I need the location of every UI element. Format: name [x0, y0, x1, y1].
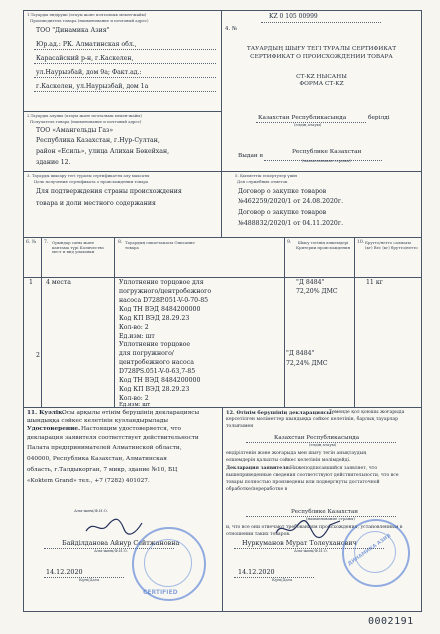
col-header-7-no: 7.	[44, 240, 49, 245]
box5-line: №488832/2020/1 от 04.11.2020г.	[238, 220, 344, 227]
table-col-1	[41, 237, 42, 407]
cert-number: KZ 0 105 00999	[269, 13, 318, 20]
box12-line-c: обработке/переработке в	[226, 487, 288, 492]
divider-box1-box2	[24, 111, 221, 112]
box11-sign-caption: Аты-жөні/Ф.И.О.	[94, 548, 129, 553]
box11-line-kz: Осы арқылы өтінім берушінің декларациясы	[62, 410, 200, 416]
box11-line-ru: 040000, Республика Казахстан, Алматинская	[27, 456, 167, 462]
box4-country-suffix: берілді	[368, 115, 390, 121]
row2-desc: Кол-во: 2	[119, 395, 149, 402]
row1-desc: Уплотнение торцовое для	[119, 279, 204, 286]
box3-line: Для подтверждения страны происхождения	[36, 188, 182, 195]
box4-num: 4. №	[225, 26, 238, 32]
box12-line-c: вышеприведенные сведения соответствуют действительности, что все	[226, 473, 399, 478]
dotted-rule	[261, 22, 381, 23]
box3-label-ru: Цель получения сертификата о происхождении товара	[34, 179, 149, 184]
box3-line: товара и доли местного содержания	[36, 200, 156, 207]
box2-label-kz: 2.Тауарды алушы (атауы және почтальык мекен-жайы)	[27, 113, 142, 118]
stamp-left-inner	[144, 539, 192, 587]
box12-line-a: Төменде қол қоюшы жоғарыда	[329, 410, 405, 415]
box4-issued-caption: (наименование страны)	[302, 158, 351, 163]
col-header-8: Тауардың сипаттамасы Описание товара	[125, 240, 195, 250]
box12-line-a: толығымен	[226, 424, 254, 429]
col-header-10: Брутто/нетто салмағы (кг) Вес (кг) брутто/нетто	[365, 240, 418, 250]
box11-line-ru: Настоящим удостоверяется, что	[81, 426, 181, 432]
box1-line: Юр.ад.: РК. Алматинская обл.,	[36, 41, 137, 48]
row2-desc: Код ТН ВЭД 8484200000	[119, 377, 201, 384]
box5-label-ru: Для служебных отметок	[237, 179, 288, 184]
row2-criteria: 72,24% ДМС	[286, 360, 328, 367]
box5-line: Договор о закупке товаров	[238, 209, 327, 216]
row1-criteria: 72,20% ДМС	[296, 288, 338, 295]
certificate-sheet	[23, 10, 422, 612]
box11-line-ru: Палата предпринимателей Алматинской области,	[27, 445, 182, 451]
box2-label-ru: Получатель товара (наименование и почтовый адрес)	[30, 119, 142, 124]
stamp-left-text: CERTIFIED	[143, 589, 178, 596]
dotted-rule	[34, 91, 216, 92]
table-col-4	[354, 237, 355, 407]
box12-line-b: өндірілгенін және жоғарыда мен шығу тегін анықтаудың	[226, 451, 367, 456]
box12-date-caption: Күні/Дата	[272, 577, 293, 582]
box12-country-ru: Республике Казахстан	[291, 509, 358, 515]
table-col-3	[284, 237, 285, 407]
box12-country-ru-caption: (наименование страны)	[306, 516, 355, 521]
row2-criteria: "Д 8484"	[286, 350, 315, 357]
box12-line-d: и, что все они отвечают требованиям происхождения, установленным в	[226, 525, 403, 530]
dotted-rule	[34, 77, 216, 78]
box1-label-kz: 1.Тауарды өндіруші (атауы және почтальык мекен-жайы)	[27, 12, 147, 17]
dotted-rule	[34, 63, 216, 64]
row1-desc: Код ТН ВЭД 8484200000	[119, 306, 201, 313]
box12-sign-caption: Аты-жөні/Ф.И.О.	[294, 548, 329, 553]
col-header-9-no: 9.	[287, 240, 292, 245]
box11-date: 14.12.2020	[46, 568, 83, 576]
box12-line-d: отношении таких товаров.	[226, 532, 291, 537]
signature-left	[84, 517, 144, 537]
signature-right	[274, 517, 344, 539]
col-header-6: 6. №	[26, 240, 37, 245]
row2-desc: Уплотнение торцовое	[119, 341, 191, 348]
box4-country-kz: Казахстан Республикасында	[258, 115, 347, 121]
box12-line-c: товары полностью произведены или подвергнуты достаточной	[226, 480, 380, 485]
box1-label-ru: Производитель товара (наименование и почтовый адрес)	[30, 18, 149, 23]
col-header-7: Орындар саны және каптама түрі Количество мест и вид упаковки	[52, 240, 104, 255]
col-header-9: Шығу тегінің өлшемдері Критерии происхождения	[295, 240, 351, 250]
box2-line: здание 12.	[36, 159, 71, 166]
col-header-10-no: 10.	[357, 240, 365, 245]
box12-country: Казахстан Республикасында	[274, 435, 360, 441]
box2-line: район «Есиль», улица Алихан Бөкейхан,	[36, 148, 170, 155]
box1-line: г.Каскелен, ул.Наурызбай, дом 1а	[36, 83, 149, 90]
box11-title-ru: Удостоверение.	[27, 426, 81, 432]
box5-label-kz: 5. Қызметтік ескертулер үшін	[235, 173, 298, 178]
row1-desc: Код КП ВЭД 28.29.23	[119, 315, 190, 322]
divider-table-header	[24, 277, 421, 278]
box1-line: ул.Наурызбай, дом 9а; Факт.ад.:	[36, 69, 142, 76]
row2-no: 2	[36, 352, 40, 359]
row1-desc: Кол-во: 2	[119, 324, 149, 331]
row1-qty: 4 места	[46, 279, 71, 286]
box1-line: Карасайский р-н, г.Каскелен,	[36, 55, 134, 62]
dotted-rule	[34, 49, 216, 50]
box12-decl-ru-title: Декларация заявителя:	[226, 466, 291, 471]
box12-signer: Нуркуманов Мурат Толеуханович	[242, 539, 357, 547]
row1-no: 1	[29, 279, 33, 286]
box11-date-caption: Күні/Дата	[79, 577, 100, 582]
box4-issued-country: Республике Казахстан	[292, 149, 362, 155]
form-ru: ФОРМА СТ-KZ	[299, 81, 344, 87]
box3-label-kz: 3. Тауарды шығару тегі туралы сертификатты алу максаты	[27, 173, 150, 178]
row2-desc: Ед.изм: шт	[119, 402, 151, 408]
box2-line: Республика Казахстан, г.Нур-Султан,	[36, 137, 160, 144]
cert-title-ru: СЕРТИФИКАТ О ПРОИСХОЖДЕНИИ ТОВАРА	[250, 54, 393, 60]
box11-signer: Байділданова Айнур Сейтжановна	[62, 539, 180, 547]
cert-title-kz: ТАУАРДЫҢ ШЫҒУ ТЕГІ ТУРАЛЫ СЕРТИФИКАТ	[246, 46, 397, 52]
row1-desc: погружного/центробежного	[119, 288, 212, 295]
row2-desc: центробежного насоса	[119, 359, 194, 366]
box4-issued-label: Выдан в	[238, 153, 263, 159]
box12-line-b: өлшемдерін қалыпты сәйкес келетінін мәлімдейді.	[226, 458, 351, 463]
box11-line-ru: область, г.Талдыкорган, 7 микр, здание №10, БЦ	[27, 467, 178, 473]
box11-line-ru: «Koktem Grand» тел., +7 (7282) 401027.	[27, 478, 150, 484]
box12-date: 14.12.2020	[238, 568, 275, 576]
divider-box2-box3	[24, 171, 421, 172]
box1-line: ТОО "Динамика Азия"	[36, 27, 110, 34]
box11-caption-top: Аты-жөні/Ф.И.О.	[74, 508, 109, 513]
column-divider-top	[221, 11, 222, 237]
table-col-2	[114, 237, 115, 407]
row1-criteria: "Д 8484"	[296, 279, 325, 286]
row1-weight: 11 кг	[366, 279, 383, 286]
col-header-8-no: 8.	[118, 240, 123, 245]
row1-desc: насоса D728P.051-V-0-70-85	[119, 297, 209, 304]
column-divider-bottom	[222, 407, 223, 611]
row2-desc: Код КП ВЭД 28.29.23	[119, 386, 190, 393]
box5-line: Договор о закупке товаров	[238, 188, 327, 195]
row2-desc: D728PS.051-V-0-63,7-85	[119, 368, 196, 375]
box12-title: 12. Өтінім берушінің декларациясы:	[226, 410, 334, 416]
form-kz: СТ-KZ НЫСАНЫ	[296, 74, 347, 80]
box5-line: №462259/2020/1 от 24.08.2020г.	[238, 198, 344, 205]
box12-line-a: көрсетілген мәліметтер шындыққа сәйкес келетінін, барлық тауарлар	[226, 417, 399, 422]
box11-line-kz: шындыққа сәйкес келетінін куәландырылады	[27, 418, 169, 424]
box4-country-caption: (елдің атауы)	[294, 122, 322, 127]
box11-line-ru: декларация заявителя соответствует действительности	[27, 435, 199, 441]
box12-line-c: Нижеподписавшийся заявляет, что	[290, 466, 378, 471]
box11-title-kz: 11. Куәлік.	[27, 410, 65, 416]
stamp-right-text: ДИНАМИКА АЗИЯ	[346, 532, 393, 568]
box12-country-caption: (елдің атауы)	[309, 442, 337, 447]
row1-desc: Ед.изм: шт	[119, 333, 155, 340]
row2-desc: для погружного/	[119, 350, 174, 357]
box2-line: ТОО «Амангельды Газ»	[36, 127, 114, 134]
serial-number: 0002191	[368, 616, 414, 627]
divider-table-top	[24, 237, 421, 238]
